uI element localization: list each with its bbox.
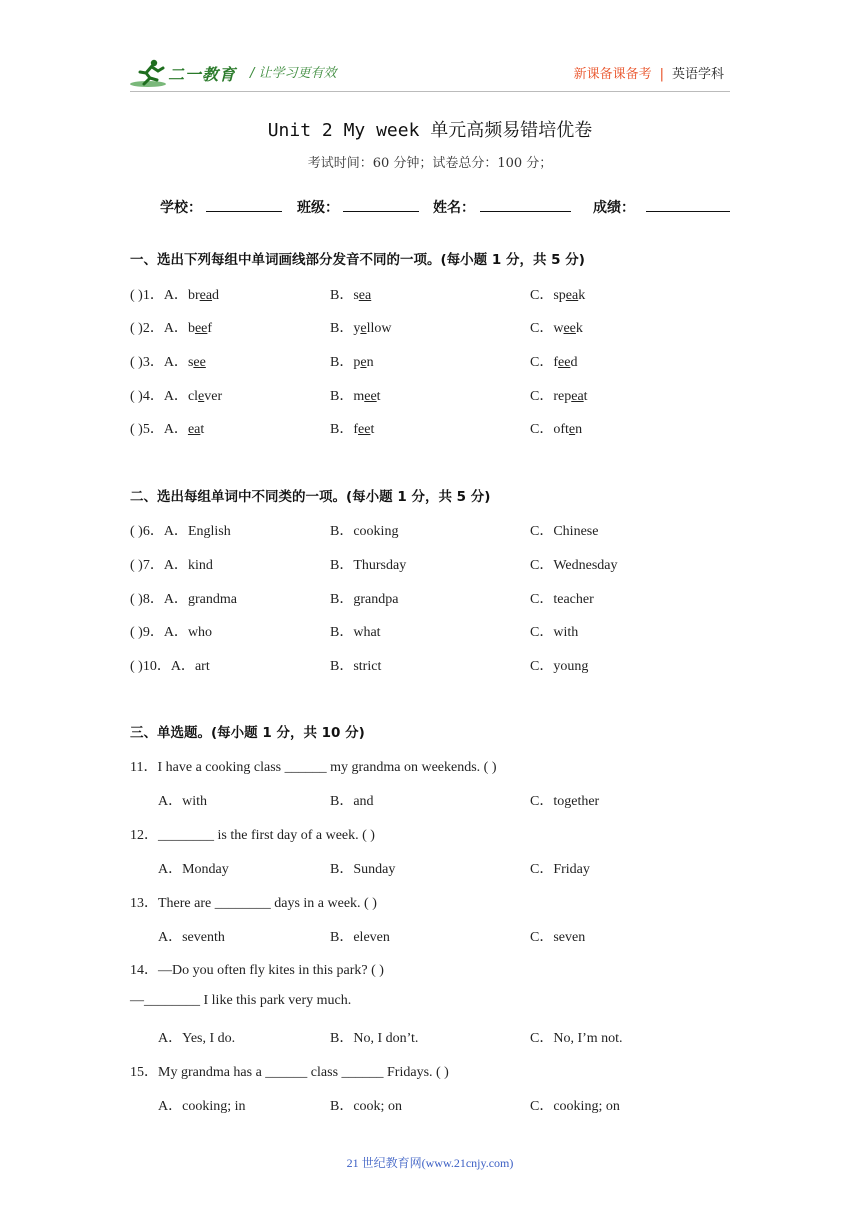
option-b[interactable] [330, 284, 371, 304]
option-c[interactable] [530, 351, 577, 371]
option-a[interactable] [188, 422, 204, 437]
option-label: C． [530, 288, 554, 303]
option-b[interactable] [330, 317, 391, 337]
option-c[interactable]: C．young [530, 659, 589, 674]
underlined-part: ee [358, 422, 371, 437]
option-b[interactable]: B．cook; on [330, 1099, 402, 1114]
option-c[interactable] [530, 317, 583, 337]
word-part: br [187, 288, 200, 303]
s2-question-row [0, 520, 860, 540]
question-text: 14．—Do you often fly kites in this park? ( ) [130, 963, 384, 978]
option-label: B． [330, 288, 354, 303]
word-part: y [353, 321, 361, 336]
word-part: s [187, 355, 194, 370]
underlined-part: ea [571, 389, 584, 404]
question-14-options [0, 1027, 860, 1047]
question-15-options [0, 1095, 860, 1115]
underlined-part: ee [364, 389, 377, 404]
option-c[interactable]: C．Wednesday [530, 558, 618, 573]
option-label: B． [330, 355, 354, 370]
class-label: 班级： [297, 200, 339, 216]
page-header [130, 58, 730, 88]
option-c[interactable] [530, 418, 582, 438]
name-blank[interactable] [480, 211, 571, 212]
underlined-part: ea [565, 288, 579, 303]
option-label: B． [330, 389, 354, 404]
word-part: oft [553, 422, 569, 437]
question-number[interactable]: ( )3．A． [130, 355, 188, 370]
underlined-part: ee [193, 355, 206, 370]
question-number[interactable]: ( )9．A． [130, 625, 188, 640]
question-text: 15．My grandma has a ______ class ______ Fridays. ( ) [130, 1065, 449, 1080]
runner-logo-icon [130, 58, 170, 88]
word-part: t [370, 422, 375, 437]
question-11 [0, 756, 860, 776]
word-part: ver [204, 389, 223, 404]
section2-heading: 二、选出每组单词中不同类的一项。(每小题 1 分，共 5 分) [130, 489, 491, 505]
s2-question-row [0, 621, 860, 641]
option-a[interactable] [188, 321, 212, 336]
option-a[interactable] [188, 389, 222, 404]
underlined-part: ea [199, 288, 213, 303]
word-part: n [366, 355, 374, 370]
word-part: cl [187, 389, 199, 404]
question-stem [130, 317, 212, 337]
word-part: w [553, 321, 564, 336]
word-part: b [187, 321, 195, 336]
word-part: f [207, 321, 213, 336]
question-stem [130, 554, 213, 574]
header-right [574, 63, 724, 82]
word-part: t [583, 389, 588, 404]
option-c[interactable]: C．No, I’m not. [530, 1031, 623, 1046]
s2-question-row [0, 588, 860, 608]
question-stem [130, 621, 212, 641]
name-label: 姓名： [433, 200, 475, 216]
underlined-part: ea [358, 288, 372, 303]
option-c[interactable]: C．seven [530, 930, 586, 945]
logo [130, 58, 245, 88]
word-part: f [353, 422, 359, 437]
option-b[interactable]: B．what [330, 625, 381, 640]
word-part: k [575, 321, 583, 336]
header-slogan: / 让学习更有效 [250, 66, 337, 81]
word-part: n [575, 422, 583, 437]
option-label: C． [530, 389, 554, 404]
s1-question-row [0, 284, 860, 304]
underlined-part: ee [563, 321, 576, 336]
option-a[interactable]: kind [187, 558, 213, 573]
question-text: —________ I like this park very much. [130, 993, 352, 1008]
option-a[interactable] [188, 288, 219, 303]
option-a[interactable]: art [194, 659, 210, 674]
header-separator: | [659, 67, 664, 82]
question-number[interactable]: ( )2．A． [130, 321, 188, 336]
word-part: k [578, 288, 586, 303]
question-number[interactable]: ( )4．A． [130, 389, 188, 404]
question-14 [0, 959, 860, 979]
word-part: llow [366, 321, 392, 336]
s1-question-row [0, 351, 860, 371]
option-label: B． [330, 422, 354, 437]
question-number[interactable]: ( )6．A． [130, 524, 188, 539]
word-part: t [376, 389, 381, 404]
header-course-label: 新课备课备考 [573, 67, 652, 82]
question-number[interactable]: ( )7．A． [130, 558, 188, 573]
exam-info: 考试时间：60 分钟；试卷总分：100 分； [307, 156, 553, 171]
question-stem [130, 351, 206, 371]
question-number[interactable]: ( )8．A． [130, 592, 188, 607]
option-label: C． [530, 355, 554, 370]
underlined-part: ee [558, 355, 571, 370]
option-b[interactable]: B．eleven [330, 930, 390, 945]
option-a[interactable]: A．with [158, 794, 207, 809]
question-12 [0, 824, 860, 844]
underlined-part: e [360, 355, 367, 370]
question-number[interactable]: ( )5．A． [130, 422, 188, 437]
question-13 [0, 892, 860, 912]
option-c[interactable] [530, 385, 588, 405]
question-number[interactable]: ( )10．A． [130, 659, 195, 674]
question-stem [130, 655, 210, 675]
word-part: p [353, 355, 361, 370]
question-15 [0, 1061, 860, 1081]
s1-question-row [0, 317, 860, 337]
s1-question-row [0, 385, 860, 405]
word-part: s [353, 288, 359, 303]
s2-question-row [0, 554, 860, 574]
option-a[interactable]: A．cooking; in [158, 1099, 246, 1114]
option-c[interactable]: C．cooking; on [530, 1099, 620, 1114]
option-label: C． [530, 422, 554, 437]
header-subject-label: 英语学科 [671, 67, 724, 82]
option-b[interactable]: B．strict [330, 659, 382, 674]
class-blank[interactable] [343, 211, 419, 212]
school-blank[interactable] [206, 211, 282, 212]
question-text: 12．________ is the first day of a week. ( ) [130, 828, 375, 843]
option-a[interactable]: A．Yes, I do. [158, 1031, 236, 1046]
word-part: d [570, 355, 578, 370]
option-b[interactable]: B．grandpa [330, 592, 399, 607]
option-b[interactable]: B．and [330, 794, 374, 809]
option-label: C． [530, 321, 554, 336]
word-part: sp [553, 288, 566, 303]
underlined-part: ee [194, 321, 208, 336]
option-a[interactable]: A．Monday [158, 862, 229, 877]
question-stem [130, 418, 204, 438]
question-text: 13．There are ________ days in a week. ( ) [130, 896, 377, 911]
option-a[interactable]: who [187, 625, 213, 640]
logo-text: 二一教育 [168, 65, 237, 84]
option-b[interactable]: B．Sunday [330, 862, 396, 877]
question-13-options [0, 926, 860, 946]
word-part: d [212, 288, 220, 303]
option-c[interactable] [530, 284, 585, 304]
school-label: 学校： [160, 200, 202, 216]
option-c[interactable]: C．together [530, 794, 600, 809]
option-b[interactable] [330, 385, 381, 405]
option-a[interactable]: English [187, 524, 231, 539]
option-c[interactable]: C．with [530, 625, 579, 640]
header-divider [130, 91, 730, 92]
question-stem [130, 284, 219, 304]
underlined-part: ea [187, 422, 201, 437]
score-blank[interactable] [646, 211, 730, 212]
word-part: f [553, 355, 559, 370]
option-a[interactable] [188, 355, 206, 370]
word-part: rep [553, 389, 572, 404]
s1-question-row [0, 418, 860, 438]
question-number[interactable]: ( )1．A． [130, 288, 188, 303]
question-stem [130, 385, 222, 405]
s2-question-row [0, 655, 860, 675]
question-14-response [0, 993, 860, 1013]
option-b[interactable] [330, 351, 374, 371]
option-b[interactable]: B．Thursday [330, 558, 407, 573]
option-b[interactable]: B．cooking [330, 524, 399, 539]
page-title: Unit 2 My week 单元高频易错培优卷 [267, 120, 593, 141]
option-a[interactable]: grandma [187, 592, 237, 607]
section1-heading: 一、选出下列每组中单词画线部分发音不同的一项。(每小题 1 分，共 5 分) [130, 252, 585, 268]
underlined-part: e [198, 389, 205, 404]
question-text: 11．I have a cooking class ______ my grandma on weekends. ( ) [130, 760, 497, 775]
option-c[interactable]: C．Friday [530, 862, 590, 877]
option-c[interactable]: C．Chinese [530, 524, 599, 539]
underlined-part: e [568, 422, 576, 437]
option-label: B． [330, 321, 354, 336]
question-11-options [0, 790, 860, 810]
option-b[interactable]: B．No, I don’t. [330, 1031, 419, 1046]
word-part: m [353, 389, 365, 404]
question-stem [130, 588, 237, 608]
question-stem [130, 520, 231, 540]
score-label: 成绩： [593, 200, 635, 216]
word-part: t [200, 422, 205, 437]
page-footer[interactable]: 21 世纪教育网(www.21cnjy.com) [346, 1156, 514, 1170]
option-a[interactable]: A．seventh [158, 930, 225, 945]
underlined-part: e [360, 321, 367, 336]
option-c[interactable]: C．teacher [530, 592, 594, 607]
option-b[interactable] [330, 418, 374, 438]
question-12-options [0, 858, 860, 878]
section3-heading: 三、单选题。(每小题 1 分，共 10 分) [130, 725, 365, 741]
